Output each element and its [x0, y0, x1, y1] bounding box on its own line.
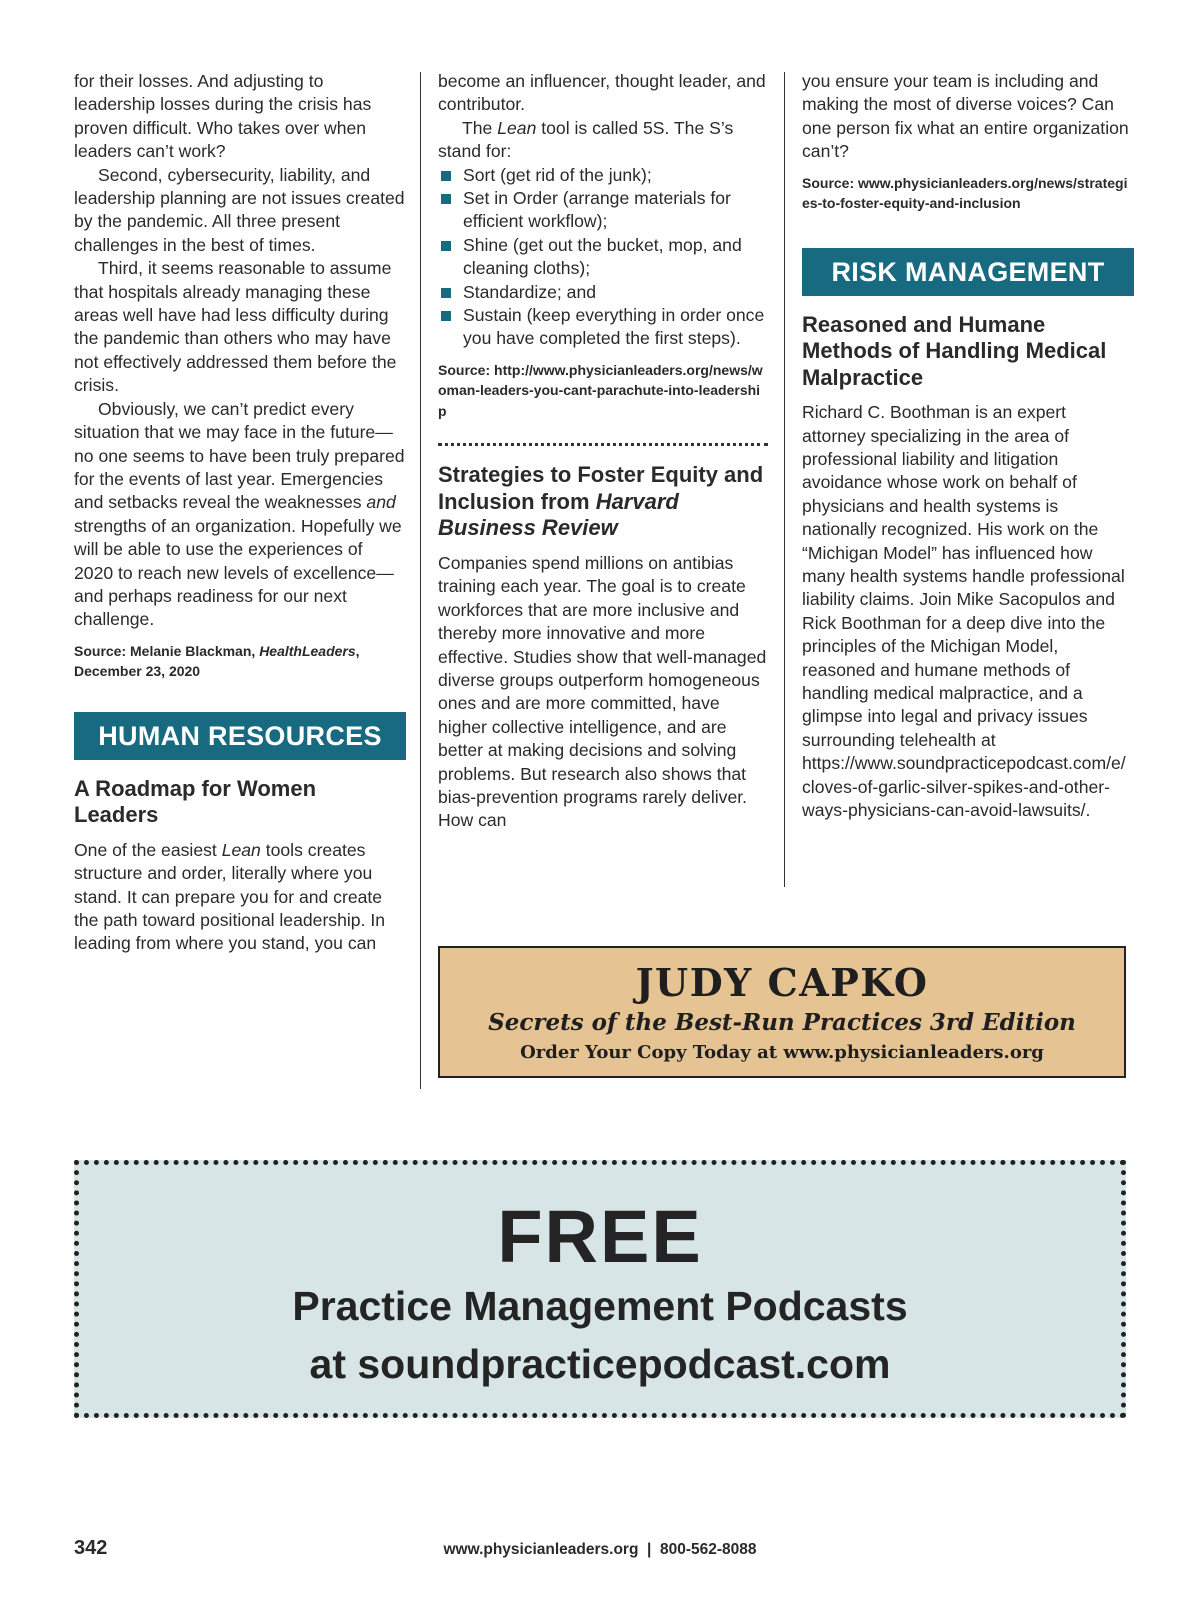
source-citation: Source: www.physicianleaders.org/news/strategies-to-foster-equity-and-inclusion	[802, 174, 1128, 212]
body-paragraph: One of the easiest Lean tools creates structure and order, literally where you stand. It can prepare you for and create the path toward positional leadership. In leading from where you stand, you can	[74, 839, 386, 954]
body-paragraph: Third, it seems reasonable to assume that hospitals already managing these areas well have had less difficulty during the pandemic than others who may have not effectively addressed them before the crisis.	[74, 258, 397, 396]
promo-line: Practice Management Podcasts	[292, 1283, 908, 1329]
body-paragraph: Richard C. Boothman is an expert attorney specializing in the area of professional liability and litigation avoidance whose work on behalf of physicians and health systems is nationally recognized. His work on the “Michigan Model” has influenced how many health systems handle professional liability claims. Join Mike Sacopulos and Rick Boothman for a deep dive into the principles of the Michigan Model, reasoned and humane methods of handling medical malpractice, and a glimpse into legal and privacy issues surrounding telehealth at https://www.soundpracticepodcast.com/e/cloves-of-garlic-silver-spikes-and-other-ways-physicians-can-avoid-lawsuits/.	[802, 402, 1126, 821]
podcast-promo	[74, 1160, 1126, 1418]
column-2	[438, 70, 768, 833]
body-paragraph: Second, cybersecurity, liability, and leadership planning are not issues created by the pandemic. All three present challenges in the best of times.	[74, 164, 405, 255]
list-item: Sort (get rid of the junk);	[438, 164, 768, 187]
list-item: Set in Order (arrange materials for efficient workflow);	[438, 187, 768, 234]
article-heading: Strategies to Foster Equity and Inclusion from Harvard Business Review	[438, 462, 764, 541]
ad-order-link[interactable]: Order Your Copy Today at www.physicianleaders.org	[520, 1042, 1044, 1063]
section-banner-human-resources: HUMAN RESOURCES	[74, 712, 406, 760]
source-citation: Source: Melanie Blackman, HealthLeaders, December 23, 2020	[74, 642, 360, 680]
body-paragraph: you ensure your team is including and making the most of diverse voices? Can one person fix what an entire organization can’t?	[802, 71, 1129, 162]
promo-free: FREE	[497, 1195, 703, 1278]
body-paragraph: The Lean tool is called 5S. The S’s stand for:	[438, 117, 734, 162]
column-1	[74, 70, 406, 956]
page-number: 342	[74, 1537, 108, 1559]
list-item: Shine (get out the bucket, mop, and cleaning cloths);	[438, 234, 768, 281]
article-heading: A Roadmap for Women Leaders	[74, 775, 317, 828]
source-citation: Source: http://www.physicianleaders.org/news/woman-leaders-you-cant-parachute-into-leadership	[438, 361, 763, 419]
column-3	[802, 70, 1134, 822]
dotted-divider	[438, 443, 768, 446]
section-banner-risk-management: RISK MANAGEMENT	[802, 248, 1134, 296]
footer-contact: www.physicianleaders.org | 800-562-8088	[443, 1541, 757, 1558]
bullet-list	[438, 164, 768, 351]
ad-subtitle: Secrets of the Best-Run Practices 3rd Edition	[488, 1009, 1076, 1036]
column-divider	[420, 72, 421, 1089]
promo-link[interactable]: at soundpracticepodcast.com	[309, 1341, 891, 1387]
body-paragraph: Obviously, we can’t predict every situation that we may face in the future—no one seems to have been truly prepared for the events of last year. Emergencies and setbacks reveal the weaknesses and strengths of an organization. Hopefully we will be able to use the experiences of 2020 to reach new levels of excellence—and perhaps readiness for our next challenge.	[74, 398, 405, 630]
list-item: Standardize; and	[438, 281, 768, 304]
article-heading: Reasoned and Humane Methods of Handling Medical Malpractice	[802, 311, 1107, 390]
body-paragraph: become an influencer, thought leader, and contributor.	[438, 71, 766, 115]
ad-title: JUDY CAPKO	[635, 960, 929, 1005]
column-divider	[784, 72, 785, 887]
book-advertisement	[438, 946, 1126, 1078]
body-paragraph: for their losses. And adjusting to leadership losses during the crisis has proven difficult. Who takes over when leaders can’t work?	[74, 71, 372, 162]
list-item: Sustain (keep everything in order once you have completed the first steps).	[438, 304, 768, 351]
body-paragraph: Companies spend millions on antibias training each year. The goal is to create workforces that are more inclusive and thereby more innovative and more effective. Studies show that well-managed diverse groups outperform homogeneous ones and are more committed, have higher collective intelligence, and are better at making decisions and solving problems. But research also shows that bias-prevention programs rarely deliver. How can	[438, 552, 767, 831]
